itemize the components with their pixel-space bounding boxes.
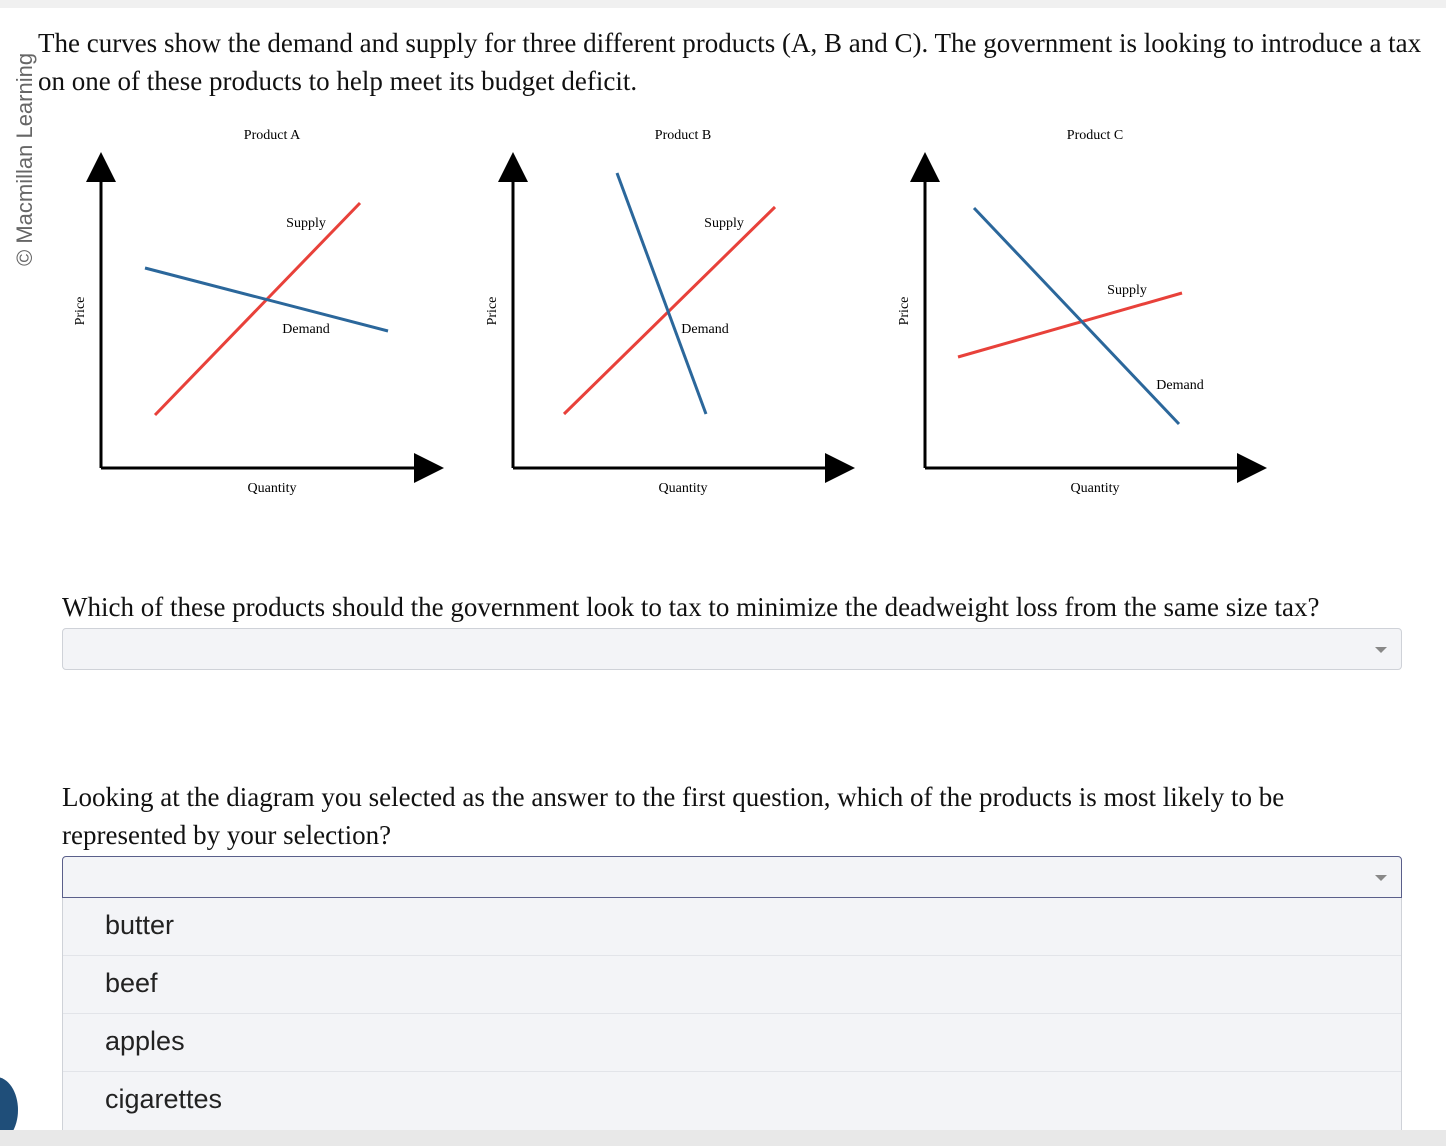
chart-title: Product C xyxy=(1066,128,1124,143)
question-sheet xyxy=(0,8,1446,1130)
supply-label: Supply xyxy=(286,216,326,231)
question-1-text: Which of these products should the government look to tax to minimize the deadweight loss from the same size tax? xyxy=(62,592,1320,622)
supply-curve xyxy=(958,293,1182,357)
chart-product-a xyxy=(73,128,438,496)
question-2-options xyxy=(62,898,1402,1130)
chart-title: Product A xyxy=(243,128,301,143)
supply-demand-charts xyxy=(0,108,1446,508)
x-axis-label: Quantity xyxy=(247,481,297,496)
demand-curve xyxy=(145,268,388,331)
question-2-text: Looking at the diagram you selected as the answer to the first question, which of the products is most likely to be represented by your selection? xyxy=(62,782,1285,850)
watermark: © Macmillan Learning xyxy=(12,52,37,266)
demand-label: Demand xyxy=(282,322,330,337)
supply-curve xyxy=(564,207,775,414)
x-axis-label: Quantity xyxy=(658,481,708,496)
chevron-down-icon xyxy=(1375,647,1387,653)
supply-label: Supply xyxy=(704,216,744,231)
y-axis-label: Price xyxy=(485,296,500,326)
y-axis-label: Price xyxy=(897,296,912,326)
chevron-down-icon xyxy=(1375,875,1387,881)
option-butter[interactable]: butter xyxy=(63,898,1401,956)
charts-area xyxy=(0,108,1446,508)
demand-label: Demand xyxy=(1156,378,1204,393)
demand-curve xyxy=(974,208,1179,424)
option-apples[interactable]: apples xyxy=(63,1014,1401,1072)
demand-curve xyxy=(617,173,706,414)
supply-label: Supply xyxy=(1107,283,1147,298)
demand-label: Demand xyxy=(681,322,729,337)
chart-product-c xyxy=(897,128,1261,496)
y-axis-label: Price xyxy=(73,296,88,326)
option-cigarettes[interactable]: cigarettes xyxy=(105,1084,223,1114)
option-beef[interactable]: beef xyxy=(63,956,1401,1014)
x-axis-label: Quantity xyxy=(1070,481,1120,496)
intro-text: The curves show the demand and supply for three different products (A, B and C). The government is looking to introduce a tax on one of these products to help meet its budget deficit. xyxy=(38,28,1422,96)
supply-curve xyxy=(155,203,360,415)
bottom-bar xyxy=(0,1130,1446,1146)
chart-title: Product B xyxy=(654,128,712,143)
question-1-select[interactable] xyxy=(62,628,1402,670)
chart-product-b xyxy=(485,128,849,496)
question-2-select[interactable] xyxy=(62,856,1402,898)
